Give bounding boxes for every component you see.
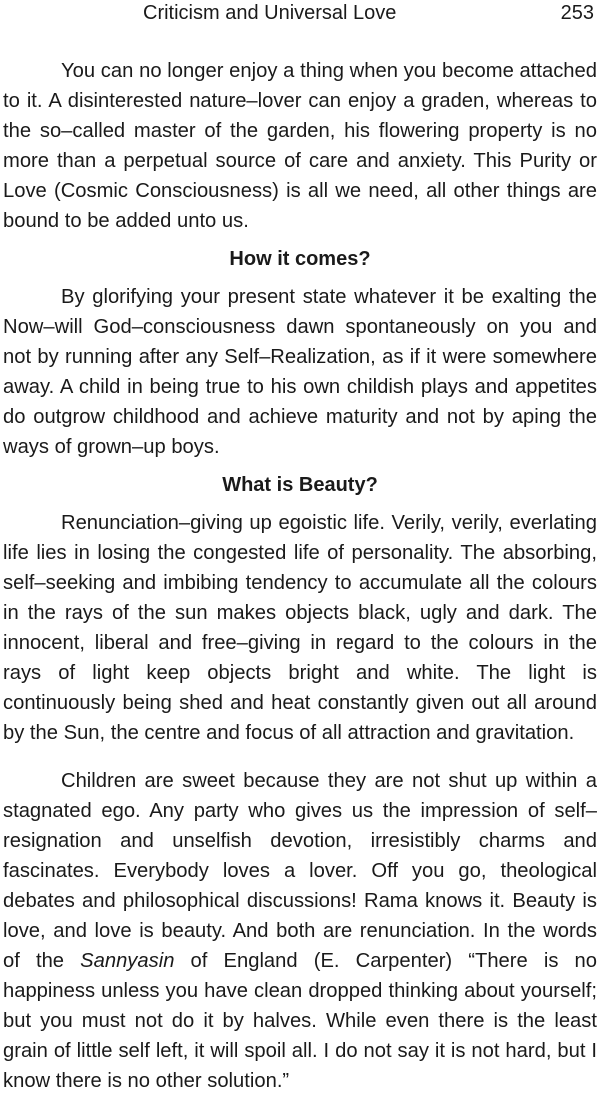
paragraph-attachment: You can no longer enjoy a thing when you become attached to it. A disinterested nature–lover can enjoy a graden, whereas to the so–called master of the garden, his flowering property is no more than a perpetual source of care and anxiety. This Purity or Love (Cosmic Consciousness) is all we need, all other things are bound to be added unto us. [3, 60, 597, 232]
paragraph-children-end: of England (E. Carpenter) “There is no happiness unless you have clean dropped thinking about yourself; but you must not do it by halves. While even there is the least grain of little self left, it will spoil all. I do not say it is not hard, but I know there is no other solution.” [3, 950, 597, 1092]
page-number: 253 [560, 2, 594, 24]
sannyasin-italic: Sannyasin [80, 950, 175, 972]
paragraph-children-start: Children are sweet because they are not shut up within a stagnated ego. Any party who gives us the impression of self–resignation and unselfish devotion, irresistibly charms and fascinates. Everybody loves a lover. Off you go, theological debates and philosophical discussions! Rama knows it. Beauty is love, and love is beauty. And both are renunciation. In the words of the [3, 770, 597, 972]
running-header [3, 0, 597, 30]
paragraph-children [3, 766, 597, 1096]
heading-how-it-comes: How it comes? [229, 248, 371, 270]
chapter-title: Criticism and Universal Love [143, 2, 397, 24]
heading-what-is-beauty: What is Beauty? [222, 474, 378, 496]
paragraph-glorifying: By glorifying your present state whatever it be exalting the Now–will God–consciousness dawn spontaneously on you and not by running after any Self–Realization, as if it were somewhere away. A child in being true to his own childish plays and appetites do outgrow childhood and achieve maturity and not by aping the ways of grown–up boys. [3, 286, 597, 458]
paragraph-renunciation: Renunciation–giving up egoistic life. Verily, verily, everlating life lies in losing the congested life of personality. The absorbing, self–seeking and imbibing tendency to accumulate all the colours in the rays of the sun makes objects black, ugly and dark. The innocent, liberal and free–giving in regard to the colours in the rays of light keep objects bright and white. The light is continuously being shed and heat constantly given out all around by the Sun, the centre and focus of all attraction and gravitation. [3, 512, 597, 744]
